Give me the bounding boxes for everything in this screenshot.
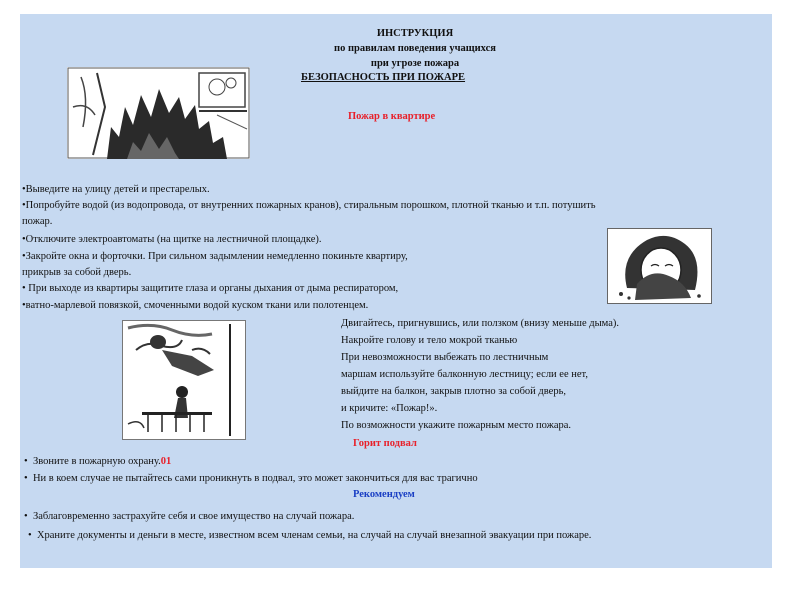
list-item: • При выходе из квартиры защитите глаза и органы дыхания от дыма респиратором,: [22, 283, 399, 294]
list-item: •Попробуйте водой (из водопровода, от внутренних пожарных кранов), стиральным порошком, плотной тканью и т.п. потушить: [22, 200, 596, 211]
list-item: •ватно-марлевой повязкой, смоченными водой куском ткани или полотенцем.: [22, 300, 369, 311]
section-heading-apartment-fire: Пожар в квартире: [348, 111, 436, 122]
bullet: •: [28, 530, 32, 541]
list-item: [24, 510, 354, 523]
list-item: •Отключите электроавтоматы (на щитке на лестничной площадке).: [22, 234, 322, 245]
right-text-line: Накройте голову и тело мокрой тканью: [341, 335, 518, 346]
list-item-text: Ни в коем случае не пытайтесь сами проникнуть в подвал, это может закончиться для вас трагично: [32, 473, 478, 484]
right-text-line: выйдите на балкон, закрыв плотно за собой дверь,: [341, 386, 566, 397]
right-text-line: маршам используйте балконную лестницу; если ее нет,: [341, 369, 588, 380]
doc-title: ИНСТРУКЦИЯ: [376, 28, 454, 39]
emergency-number: 01: [160, 456, 172, 467]
doc-heading: БЕЗОПАСНОСТЬ ПРИ ПОЖАРЕ: [301, 72, 466, 83]
right-text-line: При невозможности выбежать по лестничным: [341, 352, 549, 363]
list-item: прикрыв за собой дверь.: [22, 267, 132, 278]
list-item: [24, 455, 171, 468]
doc-subtitle: по правилам поведения учащихся: [334, 43, 496, 54]
list-item: [24, 472, 478, 485]
list-item-text: Заблаговременно застрахуйте себя и свое имущество на случай пожара.: [32, 511, 355, 522]
list-item: •Выведите на улицу детей и престарелых.: [22, 184, 210, 195]
list-item: •Закройте окна и форточки. При сильном задымлении немедленно покиньте квартиру,: [22, 251, 408, 262]
right-text-line: По возможности укажите пожарным место пожара.: [341, 420, 572, 431]
bullet: •: [24, 473, 28, 484]
right-text-line: Двигайтесь, пригнувшись, или ползком (внизу меньше дыма).: [341, 318, 619, 329]
fire-illustration: [67, 67, 250, 159]
list-item-text: Храните документы и деньги в месте, известном всем членам семьи, на случай на случай внезапной эвакуации при пожаре.: [36, 530, 592, 541]
person-covering-face-illustration: [607, 228, 712, 304]
list-item-text: Звоните в пожарную охрану.: [32, 456, 161, 467]
bullet: •: [24, 456, 28, 467]
evacuation-illustration: [122, 320, 246, 440]
section-heading-recommend: Рекомендуем: [353, 489, 415, 500]
list-item: [28, 529, 591, 542]
doc-subtitle-2: при угрозе пожара: [370, 58, 460, 69]
bullet: •: [24, 511, 28, 522]
list-item: пожар.: [22, 216, 53, 227]
section-heading-basement-fire: Горит подвал: [353, 438, 417, 449]
right-text-line: и кричите: «Пожар!».: [341, 403, 438, 414]
